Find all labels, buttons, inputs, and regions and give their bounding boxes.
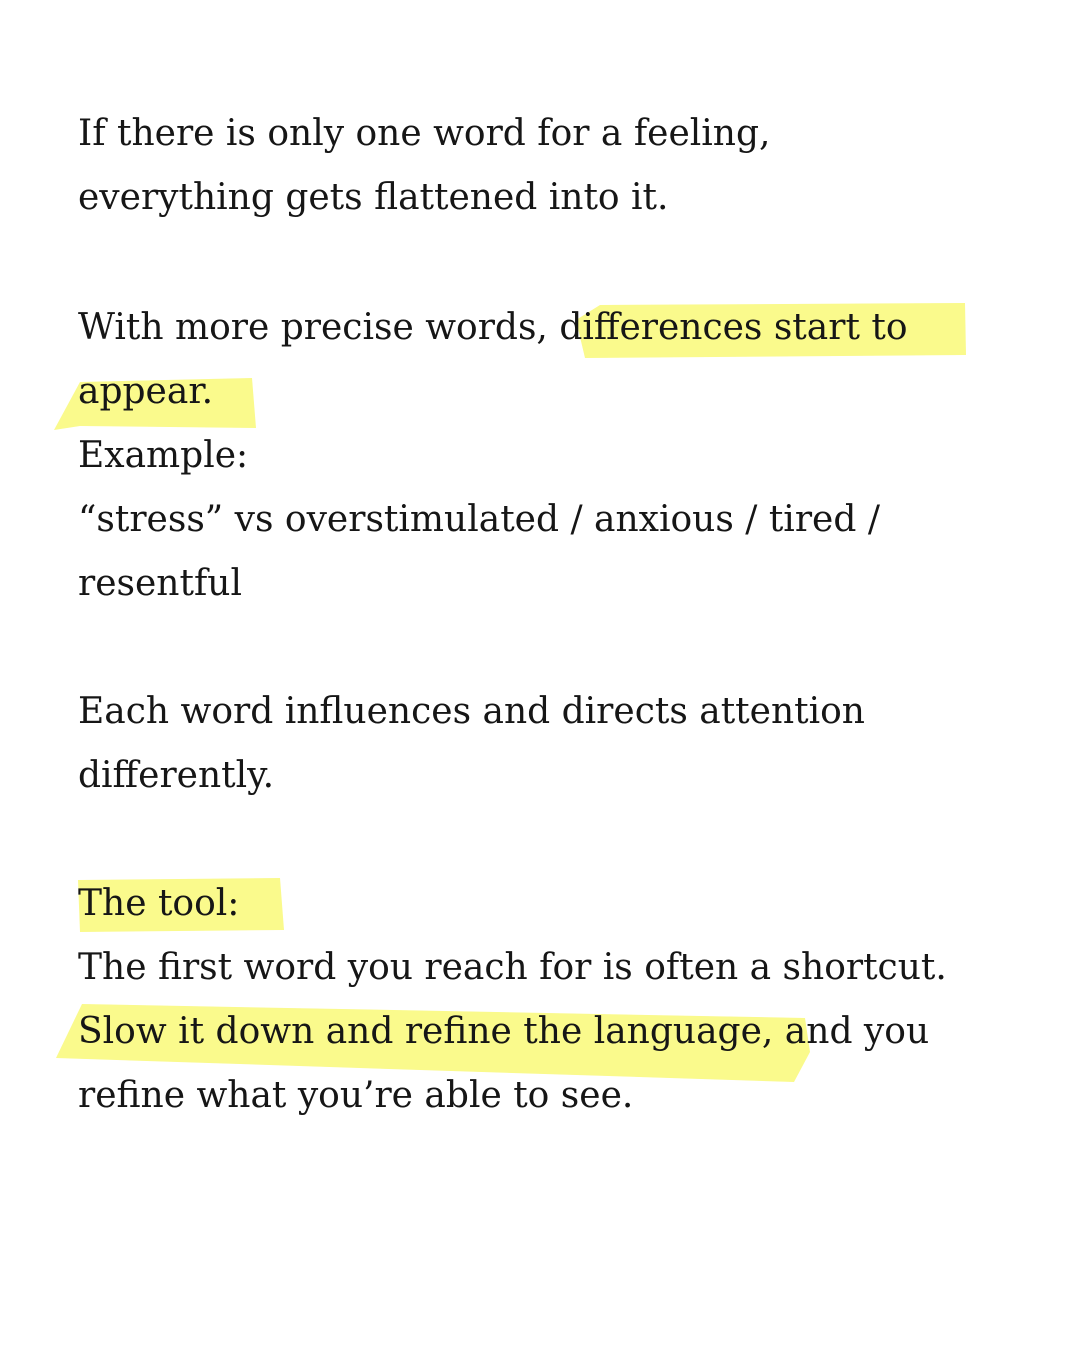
paragraph2-example-line2	[78, 552, 242, 616]
example-line1-text: “stress” vs overstimulated / anxious / tired /	[78, 499, 880, 540]
paragraph4-line1-text: The first word you reach for is often a shortcut.	[78, 947, 947, 988]
paragraph4-line3	[78, 1064, 633, 1128]
paragraph3-line2-text: differently.	[78, 755, 275, 796]
paragraph1-line2	[78, 166, 668, 230]
paragraph3-line1	[78, 680, 865, 744]
paragraph1-line1	[78, 102, 770, 166]
paragraph4-line2-highlighted: Slow it down and refine the language	[78, 1011, 762, 1052]
paragraph1-line2-text: everything gets flattened into it.	[78, 177, 669, 218]
example-label-text: Example:	[78, 435, 249, 476]
paragraph1-line1-text: If there is only one word for a feeling,	[78, 113, 771, 154]
example-line2-text: resentful	[78, 563, 242, 604]
tool-heading-text: The tool:	[78, 883, 240, 924]
paragraph2-example-label	[78, 424, 248, 488]
tool-heading	[78, 872, 239, 936]
paragraph2-example-line1	[78, 488, 880, 552]
paragraph3-line1-text: Each word influences and directs attention	[78, 691, 865, 732]
paragraph2-line1-plain: With more precise words,	[78, 307, 560, 348]
paragraph3-line2	[78, 744, 274, 808]
paragraph4-line3-text: refine what you’re able to see.	[78, 1075, 634, 1116]
paragraph4-line2	[78, 1000, 929, 1064]
paragraph4-line2-plain: , and you	[761, 1011, 930, 1052]
paragraph4-line1	[78, 936, 947, 1000]
paragraph2-line2-highlighted: appear.	[78, 371, 214, 412]
paragraph2-line1-highlighted: differences start to	[559, 307, 908, 348]
paragraph2-line2	[78, 360, 213, 424]
paragraph2-line1	[78, 296, 908, 360]
